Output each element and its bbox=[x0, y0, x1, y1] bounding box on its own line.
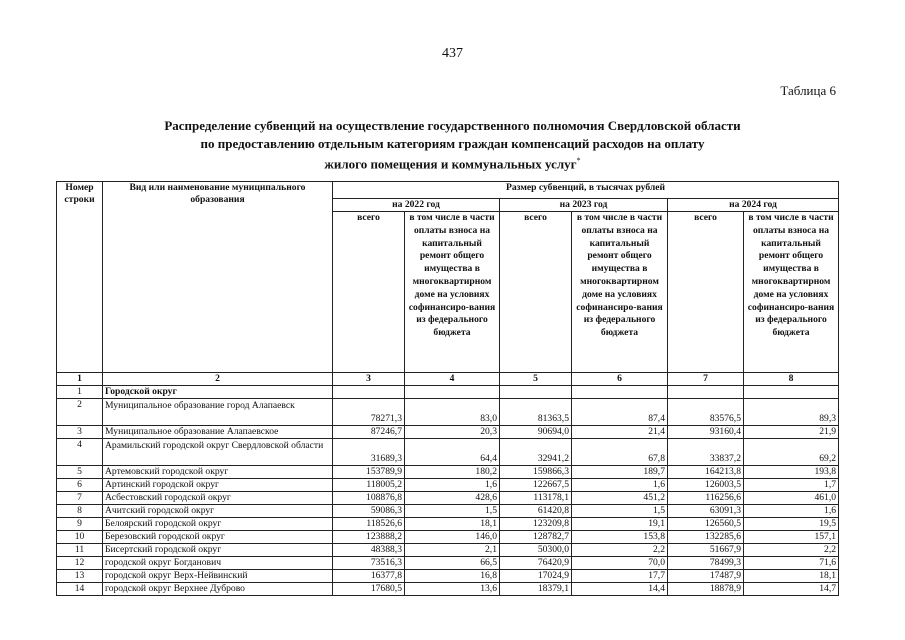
row-number: 13 bbox=[57, 569, 103, 582]
value-total: 123209,8 bbox=[500, 517, 572, 530]
value-including: 18,1 bbox=[405, 517, 500, 530]
value-total: 16377,8 bbox=[333, 569, 405, 582]
table-row bbox=[57, 465, 839, 478]
municipality-name: Березовский городской округ bbox=[103, 530, 333, 543]
value-including: 157,1 bbox=[744, 530, 839, 543]
row-number: 8 bbox=[57, 504, 103, 517]
column-number: 4 bbox=[405, 373, 500, 386]
municipality-name: Бисертский городской округ bbox=[103, 543, 333, 556]
row-number: 1 bbox=[57, 385, 103, 398]
column-number: 1 bbox=[57, 373, 103, 386]
municipality-name: городской округ Верх-Нейвинский bbox=[103, 569, 333, 582]
header-row-number: Номер строки bbox=[57, 182, 103, 373]
value-total: 17680,5 bbox=[333, 582, 405, 595]
value-including: 2,2 bbox=[744, 543, 839, 556]
value-including: 1,6 bbox=[744, 504, 839, 517]
value-including: 2,2 bbox=[572, 543, 668, 556]
header-subsidy-size: Размер субвенций, в тысячах рублей bbox=[333, 182, 839, 199]
municipality-name: Ачитский городской округ bbox=[103, 504, 333, 517]
municipality-name: Муниципальное образование Алапаевское bbox=[103, 425, 333, 438]
table-row bbox=[57, 530, 839, 543]
value-including: 16,8 bbox=[405, 569, 500, 582]
value-total: 48388,3 bbox=[333, 543, 405, 556]
empty-cell bbox=[572, 385, 668, 398]
column-number: 6 bbox=[572, 373, 668, 386]
header-year-2023: на 2023 год bbox=[500, 199, 668, 212]
column-number-row bbox=[57, 373, 839, 386]
empty-cell bbox=[500, 385, 572, 398]
municipality-name: Асбестовский городской округ bbox=[103, 491, 333, 504]
table-row bbox=[57, 543, 839, 556]
value-including: 1,6 bbox=[405, 478, 500, 491]
column-number: 8 bbox=[744, 373, 839, 386]
title-line-1: Распределение субвенций на осуществление государственного полномочия Свердловской области bbox=[164, 118, 741, 133]
table-row bbox=[57, 425, 839, 438]
value-total: 164213,8 bbox=[668, 465, 744, 478]
table-row bbox=[57, 491, 839, 504]
value-including: 18,1 bbox=[744, 569, 839, 582]
value-including: 19,5 bbox=[744, 517, 839, 530]
header-municipality: Вид или наименование муниципального образования bbox=[103, 182, 333, 373]
value-total: 123888,2 bbox=[333, 530, 405, 543]
value-including: 189,7 bbox=[572, 465, 668, 478]
value-including: 2,1 bbox=[405, 543, 500, 556]
value-total: 18379,1 bbox=[500, 582, 572, 595]
value-total: 59086,3 bbox=[333, 504, 405, 517]
header-total-2023: всего bbox=[500, 212, 572, 373]
value-including: 87,4 bbox=[572, 398, 668, 425]
value-total: 32941,2 bbox=[500, 438, 572, 465]
empty-cell bbox=[333, 385, 405, 398]
value-including: 83,0 bbox=[405, 398, 500, 425]
municipality-name: Артинский городской округ bbox=[103, 478, 333, 491]
table-row bbox=[57, 517, 839, 530]
value-including: 89,3 bbox=[744, 398, 839, 425]
row-number: 9 bbox=[57, 517, 103, 530]
value-including: 461,0 bbox=[744, 491, 839, 504]
municipality-name: Муниципальное образование город Алапаевск bbox=[103, 398, 333, 425]
value-total: 50300,0 bbox=[500, 543, 572, 556]
value-including: 180,2 bbox=[405, 465, 500, 478]
table-row bbox=[57, 569, 839, 582]
empty-cell bbox=[405, 385, 500, 398]
empty-cell bbox=[668, 385, 744, 398]
row-number: 3 bbox=[57, 425, 103, 438]
value-including: 70,0 bbox=[572, 556, 668, 569]
header-including-2024: в том числе в части оплаты взноса на капитальный ремонт общего имущества в многоквартирном доме на условиях софинансиро-вания из федерального бюджета bbox=[744, 212, 839, 373]
value-total: 153789,9 bbox=[333, 465, 405, 478]
row-number: 6 bbox=[57, 478, 103, 491]
footnote-mark: * bbox=[576, 156, 581, 165]
municipality-name: городской округ Богданович bbox=[103, 556, 333, 569]
value-total: 18878,9 bbox=[668, 582, 744, 595]
value-total: 17487,9 bbox=[668, 569, 744, 582]
value-total: 76420,9 bbox=[500, 556, 572, 569]
value-total: 90694,0 bbox=[500, 425, 572, 438]
value-including: 21,4 bbox=[572, 425, 668, 438]
value-total: 118005,2 bbox=[333, 478, 405, 491]
value-total: 159866,3 bbox=[500, 465, 572, 478]
table-row bbox=[57, 504, 839, 517]
value-including: 17,7 bbox=[572, 569, 668, 582]
row-number: 12 bbox=[57, 556, 103, 569]
value-including: 193,8 bbox=[744, 465, 839, 478]
value-including: 13,6 bbox=[405, 582, 500, 595]
empty-cell bbox=[744, 385, 839, 398]
value-including: 14,4 bbox=[572, 582, 668, 595]
value-including: 1,5 bbox=[405, 504, 500, 517]
municipality-name: Арамильский городской округ Свердловской области bbox=[103, 438, 333, 465]
section-name: Городской округ bbox=[103, 385, 333, 398]
value-including: 451,2 bbox=[572, 491, 668, 504]
value-including: 1,7 bbox=[744, 478, 839, 491]
row-number: 10 bbox=[57, 530, 103, 543]
row-number: 7 bbox=[57, 491, 103, 504]
value-total: 51667,9 bbox=[668, 543, 744, 556]
value-including: 67,8 bbox=[572, 438, 668, 465]
value-total: 63091,3 bbox=[668, 504, 744, 517]
value-total: 33837,2 bbox=[668, 438, 744, 465]
value-including: 20,3 bbox=[405, 425, 500, 438]
header-including-2022: в том числе в части оплаты взноса на капитальный ремонт общего имущества в многоквартирном доме на условиях софинансиро-вания из федерального бюджета bbox=[405, 212, 500, 373]
subsidy-table bbox=[56, 181, 839, 596]
value-total: 87246,7 bbox=[333, 425, 405, 438]
value-including: 69,2 bbox=[744, 438, 839, 465]
value-including: 1,5 bbox=[572, 504, 668, 517]
value-total: 61420,8 bbox=[500, 504, 572, 517]
value-including: 21,9 bbox=[744, 425, 839, 438]
value-including: 153,8 bbox=[572, 530, 668, 543]
page-number: 437 bbox=[442, 46, 463, 61]
value-total: 116256,6 bbox=[668, 491, 744, 504]
table-row bbox=[57, 478, 839, 491]
value-total: 17024,9 bbox=[500, 569, 572, 582]
document-title bbox=[120, 117, 785, 173]
title-line-3 bbox=[120, 152, 785, 173]
value-total: 128782,7 bbox=[500, 530, 572, 543]
value-including: 146,0 bbox=[405, 530, 500, 543]
value-including: 19,1 bbox=[572, 517, 668, 530]
row-number: 2 bbox=[57, 398, 103, 425]
value-total: 122667,5 bbox=[500, 478, 572, 491]
municipality-name: Артемовский городской округ bbox=[103, 465, 333, 478]
value-total: 93160,4 bbox=[668, 425, 744, 438]
value-including: 428,6 bbox=[405, 491, 500, 504]
header-total-2022: всего bbox=[333, 212, 405, 373]
section-row bbox=[57, 385, 839, 398]
value-total: 83576,5 bbox=[668, 398, 744, 425]
column-number: 3 bbox=[333, 373, 405, 386]
column-number: 2 bbox=[103, 373, 333, 386]
value-including: 64,4 bbox=[405, 438, 500, 465]
row-number: 5 bbox=[57, 465, 103, 478]
value-total: 81363,5 bbox=[500, 398, 572, 425]
table-row bbox=[57, 398, 839, 425]
value-total: 113178,1 bbox=[500, 491, 572, 504]
table-row bbox=[57, 582, 839, 595]
row-number: 14 bbox=[57, 582, 103, 595]
value-total: 78271,3 bbox=[333, 398, 405, 425]
municipality-name: Белоярский городской округ bbox=[103, 517, 333, 530]
municipality-name: городской округ Верхнее Дуброво bbox=[103, 582, 333, 595]
row-number: 4 bbox=[57, 438, 103, 465]
value-total: 132285,6 bbox=[668, 530, 744, 543]
table-row bbox=[57, 556, 839, 569]
column-number: 5 bbox=[500, 373, 572, 386]
title-line-3-text: жилого помещения и коммунальных услуг bbox=[324, 156, 577, 172]
table-label: Таблица 6 bbox=[780, 83, 836, 98]
value-total: 31689,3 bbox=[333, 438, 405, 465]
table-row bbox=[57, 438, 839, 465]
value-total: 73516,3 bbox=[333, 556, 405, 569]
row-number: 11 bbox=[57, 543, 103, 556]
header-year-2022: на 2022 год bbox=[333, 199, 500, 212]
header-total-2024: всего bbox=[668, 212, 744, 373]
value-total: 126003,5 bbox=[668, 478, 744, 491]
value-total: 126560,5 bbox=[668, 517, 744, 530]
header-year-2024: на 2024 год bbox=[668, 199, 839, 212]
title-line-2: по предоставлению отдельным категориям граждан компенсаций расходов на оплату bbox=[200, 135, 705, 151]
value-including: 1,6 bbox=[572, 478, 668, 491]
value-total: 78499,3 bbox=[668, 556, 744, 569]
header-including-2023: в том числе в части оплаты взноса на капитальный ремонт общего имущества в многоквартирном доме на условиях софинансиро-вания из федерального бюджета bbox=[572, 212, 668, 373]
value-including: 66,5 bbox=[405, 556, 500, 569]
value-including: 14,7 bbox=[744, 582, 839, 595]
value-total: 108876,8 bbox=[333, 491, 405, 504]
value-including: 71,6 bbox=[744, 556, 839, 569]
column-number: 7 bbox=[668, 373, 744, 386]
value-total: 118526,6 bbox=[333, 517, 405, 530]
